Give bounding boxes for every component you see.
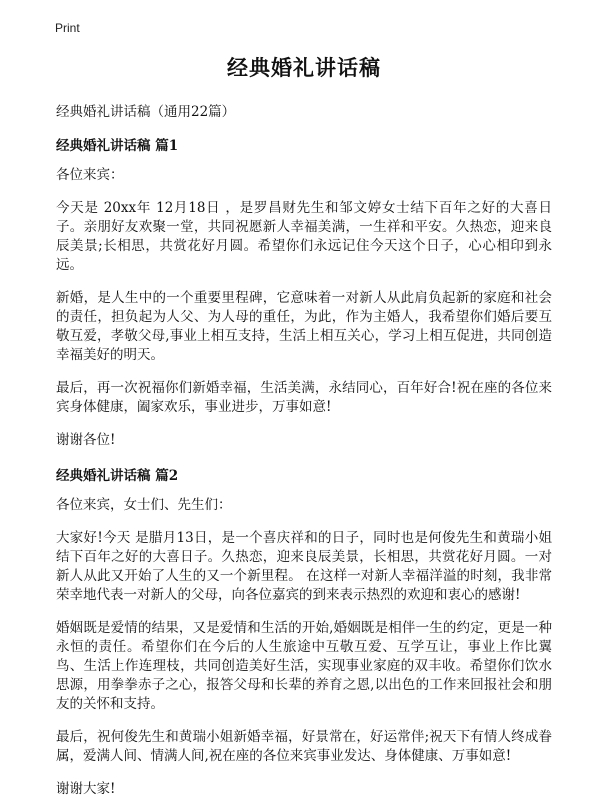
page-title: 经典婚礼讲话稿 bbox=[227, 55, 381, 80]
paragraph: 谢谢各位! bbox=[56, 432, 116, 448]
section-heading: 经典婚礼讲话稿 篇2 bbox=[56, 468, 179, 484]
paragraph: 最后，祝何俊先生和黄瑞小姐新婚幸福，好景常在，好运常伴;祝天下有情人终成眷属，爱满人间、情满人间,祝在座的各位来宾事业发达、身体健康、万事如意! bbox=[56, 729, 552, 764]
paragraph: 各位来宾： bbox=[56, 167, 124, 183]
paragraph: 各位来宾，女士们、先生们： bbox=[56, 497, 232, 513]
paragraph: 今天是 20xx年 12月18日 ，是罗昌财先生和邹文婷女士结下百年之好的大喜日子。亲朋好友欢聚一堂，共同祝愿新人幸福美满，一生祥和平安。久热恋，迎来良辰美景;长相思，共赏花好月圆。希望你们永远记住今天这个日子，心心相印到永远。 bbox=[56, 200, 552, 273]
section-1 bbox=[56, 134, 552, 450]
paragraph: 新婚，是人生中的一个重要里程碑，它意味着一对新人从此肩负起新的家庭和社会的责任，担负起为人父、为人母的重任，为此，作为主婚人，我希望你们婚后要互敬互爱，孝敬父母,事业上相互支持，生活上相互关心，学习上相互促进，共同创造幸福美好的明天。 bbox=[56, 290, 552, 363]
paragraph: 最后，再一次祝福你们新婚幸福，生活美满，永结同心，百年好合!祝在座的各位来宾身体健康，阖家欢乐，事业进步，万事如意! bbox=[56, 380, 552, 415]
section-heading: 经典婚礼讲话稿 篇1 bbox=[56, 138, 179, 154]
paragraph: 婚姻既是爱情的结果，又是爱情和生活的开始,婚姻既是相伴一生的约定，更是一种永恒的责任。希望你们在今后的人生旅途中互敬互爱、互学互让，事业上作比翼鸟、生活上作连理枝，共同创造美好生活，实现事业家庭的双丰收。希望你们饮水思源，用拳拳赤子之心，报答父母和长辈的养育之恩,以出色的工作来回报社会和朋友的关怀和支持。 bbox=[56, 620, 552, 712]
paragraph: 谢谢大家! bbox=[56, 781, 116, 797]
print-link[interactable]: Print bbox=[55, 21, 80, 35]
section-2 bbox=[56, 464, 552, 799]
document-subtitle: 经典婚礼讲话稿（通用22篇） bbox=[56, 104, 236, 120]
paragraph: 大家好!今天 是腊月13日，是一个喜庆祥和的日子，同时也是何俊先生和黄瑞小姐结下百年之好的大喜日子。久热恋，迎来良辰美景，长相思，共赏花好月圆。一对新人从此又开始了人生的又一个新里程。 在这样一对新人幸福洋溢的时刻，我非常荣幸地代表一对新人的父母，向各位嘉宾的到来表示热烈的欢迎和衷心的感谢! bbox=[56, 530, 552, 603]
